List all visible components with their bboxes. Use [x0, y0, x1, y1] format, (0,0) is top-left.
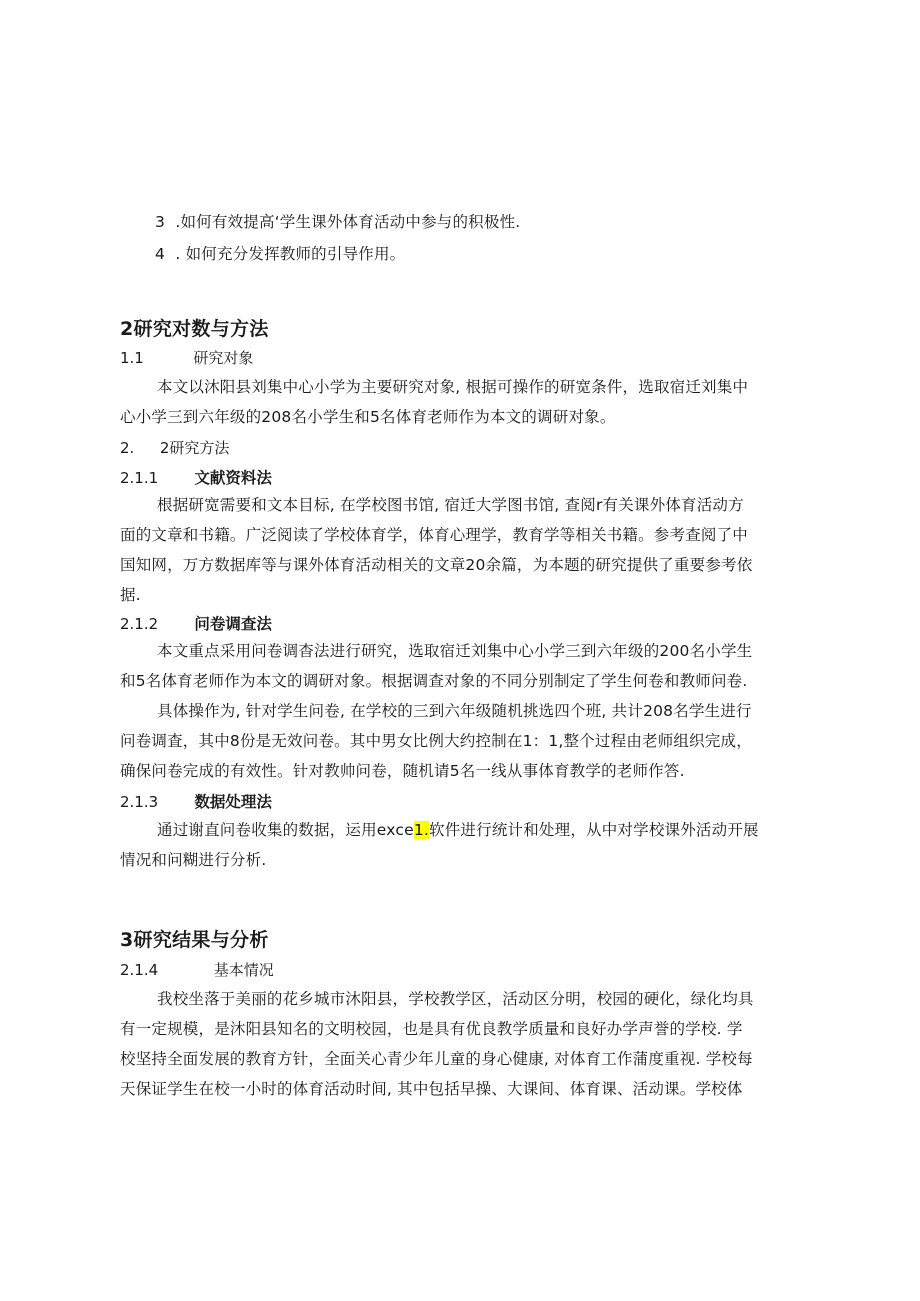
- paragraph-line: 面的文章和书籍。广泛阅读了学校体育学，体育心理学，教育学等相关书籍。参考查阅了中: [120, 526, 749, 544]
- method-number: 2.1.1: [120, 469, 159, 487]
- paragraph-line: 心小学三到六年级的208名小学生和5名体育老师作为本文的调研对象。: [120, 408, 616, 426]
- paragraph-line: 我校坐落于美丽的花乡城市沐阳县，学校教学区，活动区分明，校园的硬化，绿化均具: [157, 990, 754, 1008]
- paragraph-line: 本文重点采用问卷调杳法进行研究，选取宿迁刘集中心小学三到六年级的200名小学生: [157, 642, 753, 660]
- method-number: 2.1.2: [120, 615, 159, 633]
- paragraph-line: 天保证学生在校一小时的体育活动时间, 其中包括早操、大课间、体育课、活动课。学校体: [120, 1080, 743, 1098]
- text-run: 软件进行统计和处理，从中对学校课外活动开展: [429, 821, 759, 839]
- subsection-heading: [120, 347, 253, 368]
- section-heading: 2研究对数与方法: [120, 318, 269, 340]
- paragraph-line: 据.: [120, 586, 141, 604]
- paragraph-line: 情况和问糊进行分析.: [120, 851, 267, 869]
- text-run: 通过谢直问卷收集的数据，运用exce: [157, 821, 414, 839]
- list-number: 3: [155, 213, 166, 231]
- paragraph-line: 确保问卷完成的有效性。针对教帅问卷，随机请5名一线从事体育教学的老师作答.: [120, 762, 685, 780]
- paragraph-data-processing: [120, 815, 796, 875]
- subsection-number: 2.: [120, 439, 135, 457]
- method-heading: [120, 790, 272, 812]
- paragraph-procedure: [120, 696, 796, 786]
- subsection-number: 1.1: [120, 349, 144, 367]
- paragraph-research-object: [120, 372, 796, 432]
- method-title: 数据处理法: [194, 793, 272, 811]
- method-heading: [120, 612, 272, 634]
- method-title: 文献资料法: [194, 469, 272, 487]
- paragraph-questionnaire: [120, 636, 796, 696]
- paragraph-line: 问卷调査，其中8份是无效问卷。其中男女比例大约控制在1：1,整个过程由老师组织完成，: [120, 732, 752, 750]
- paragraph-line: 根据研宽需要和文本目标, 在学校图书馆, 宿迁大学图书馆, 查阅r有关课外体育活动方: [157, 496, 744, 514]
- list-text: .如何有效提高‘学生课外体育活动中参与的积极性.: [175, 213, 521, 231]
- highlighted-text: 1.: [413, 821, 430, 839]
- subsection-heading: [120, 437, 229, 458]
- list-text: . 如何充分发挥教师的引导作用。: [175, 245, 406, 263]
- subsection-title: 基本情况: [213, 961, 274, 979]
- list-item: [155, 242, 405, 264]
- method-heading: [120, 466, 272, 488]
- method-number: 2.1.3: [120, 793, 159, 811]
- paragraph-basic-info: [120, 984, 796, 1104]
- method-title: 问卷调查法: [194, 615, 272, 633]
- list-item: [155, 210, 520, 232]
- paragraph-line: 国知网，万方数据库等与课外体育活动相关的文章20余篇，为本题的研究提供了重要参考依: [120, 556, 753, 574]
- paragraph-line: 具体操作为, 针对学生问卷, 在学校的三到六年级随机挑选四个班, 共计208名学生进行: [157, 702, 752, 720]
- subsection-title: 2研究方法: [159, 439, 230, 457]
- subsection-number: 2.1.4: [120, 961, 159, 979]
- list-number: 4: [155, 245, 166, 263]
- subsection-title: 研究对象: [193, 349, 254, 367]
- paragraph-line: 本文以沐阳县刘集中心小学为主要研究对象, 根据可操作的研宽条件，选取宿迁刘集中: [157, 378, 749, 396]
- section-heading: 3研究结果与分析: [120, 929, 269, 951]
- paragraph-line: 校坚持全面发展的教育方针，全面关心青少年儿童的身心健康, 对体育工作蒲度重视. 学校每: [120, 1050, 753, 1068]
- paragraph-line: 有一定规模，是沐阳县知名的文明校园，也是具有优良教学质量和良好办学声誉的学校. 学: [120, 1020, 743, 1038]
- subsection-heading: [120, 959, 274, 980]
- paragraph-line: 和5名体育老师作为本文的调研对象。根据调查对象的不同分别制定了学生何卷和教师问卷.: [120, 672, 748, 690]
- paragraph-line: [120, 815, 796, 845]
- paragraph-literature: [120, 490, 796, 610]
